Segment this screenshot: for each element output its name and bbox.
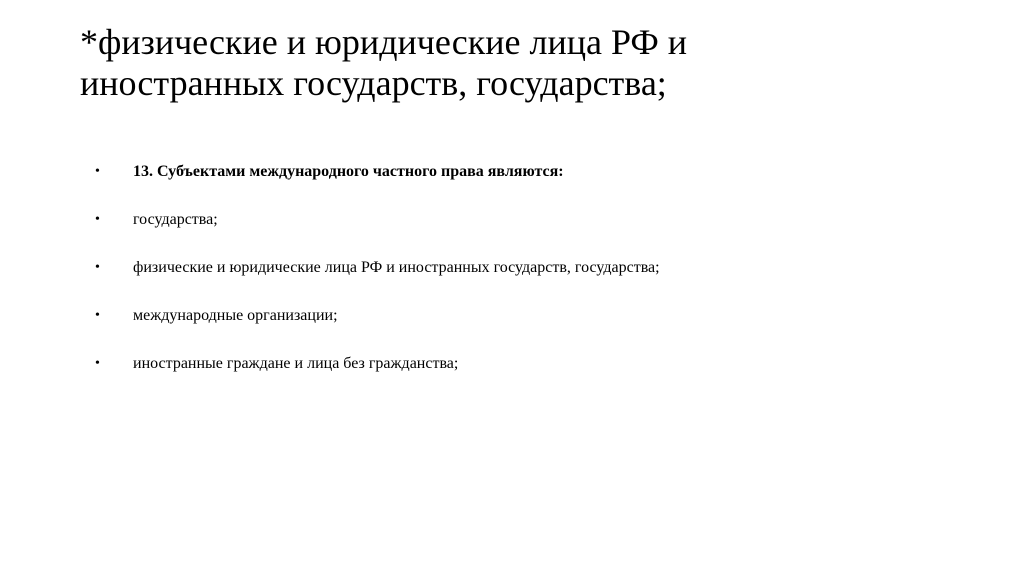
list-item-text: 13. Субъектами международного частного права являются: (133, 163, 564, 180)
list-item (95, 208, 975, 256)
bullet-dot-icon: • (95, 356, 100, 371)
slide-title-line: иностранных государств, государства; (80, 63, 667, 103)
bullet-dot-icon: • (95, 260, 100, 275)
slide-title (80, 22, 980, 104)
bullet-dot-icon: • (95, 164, 100, 179)
list-item-text: физические и юридические лица РФ и иностранных государств, государства; (133, 259, 660, 276)
list-item-text: иностранные граждане и лица без гражданства; (133, 355, 459, 372)
bullet-list (95, 160, 975, 400)
list-item (95, 304, 975, 352)
list-item-question (95, 160, 975, 208)
slide-title-line: *физические и юридические лица РФ и (80, 22, 688, 62)
list-item (95, 256, 975, 304)
bullet-dot-icon: • (95, 212, 100, 227)
list-item-text: государства; (133, 211, 218, 228)
list-item (95, 352, 975, 400)
list-item-text: международные организации; (133, 307, 338, 324)
bullet-dot-icon: • (95, 308, 100, 323)
